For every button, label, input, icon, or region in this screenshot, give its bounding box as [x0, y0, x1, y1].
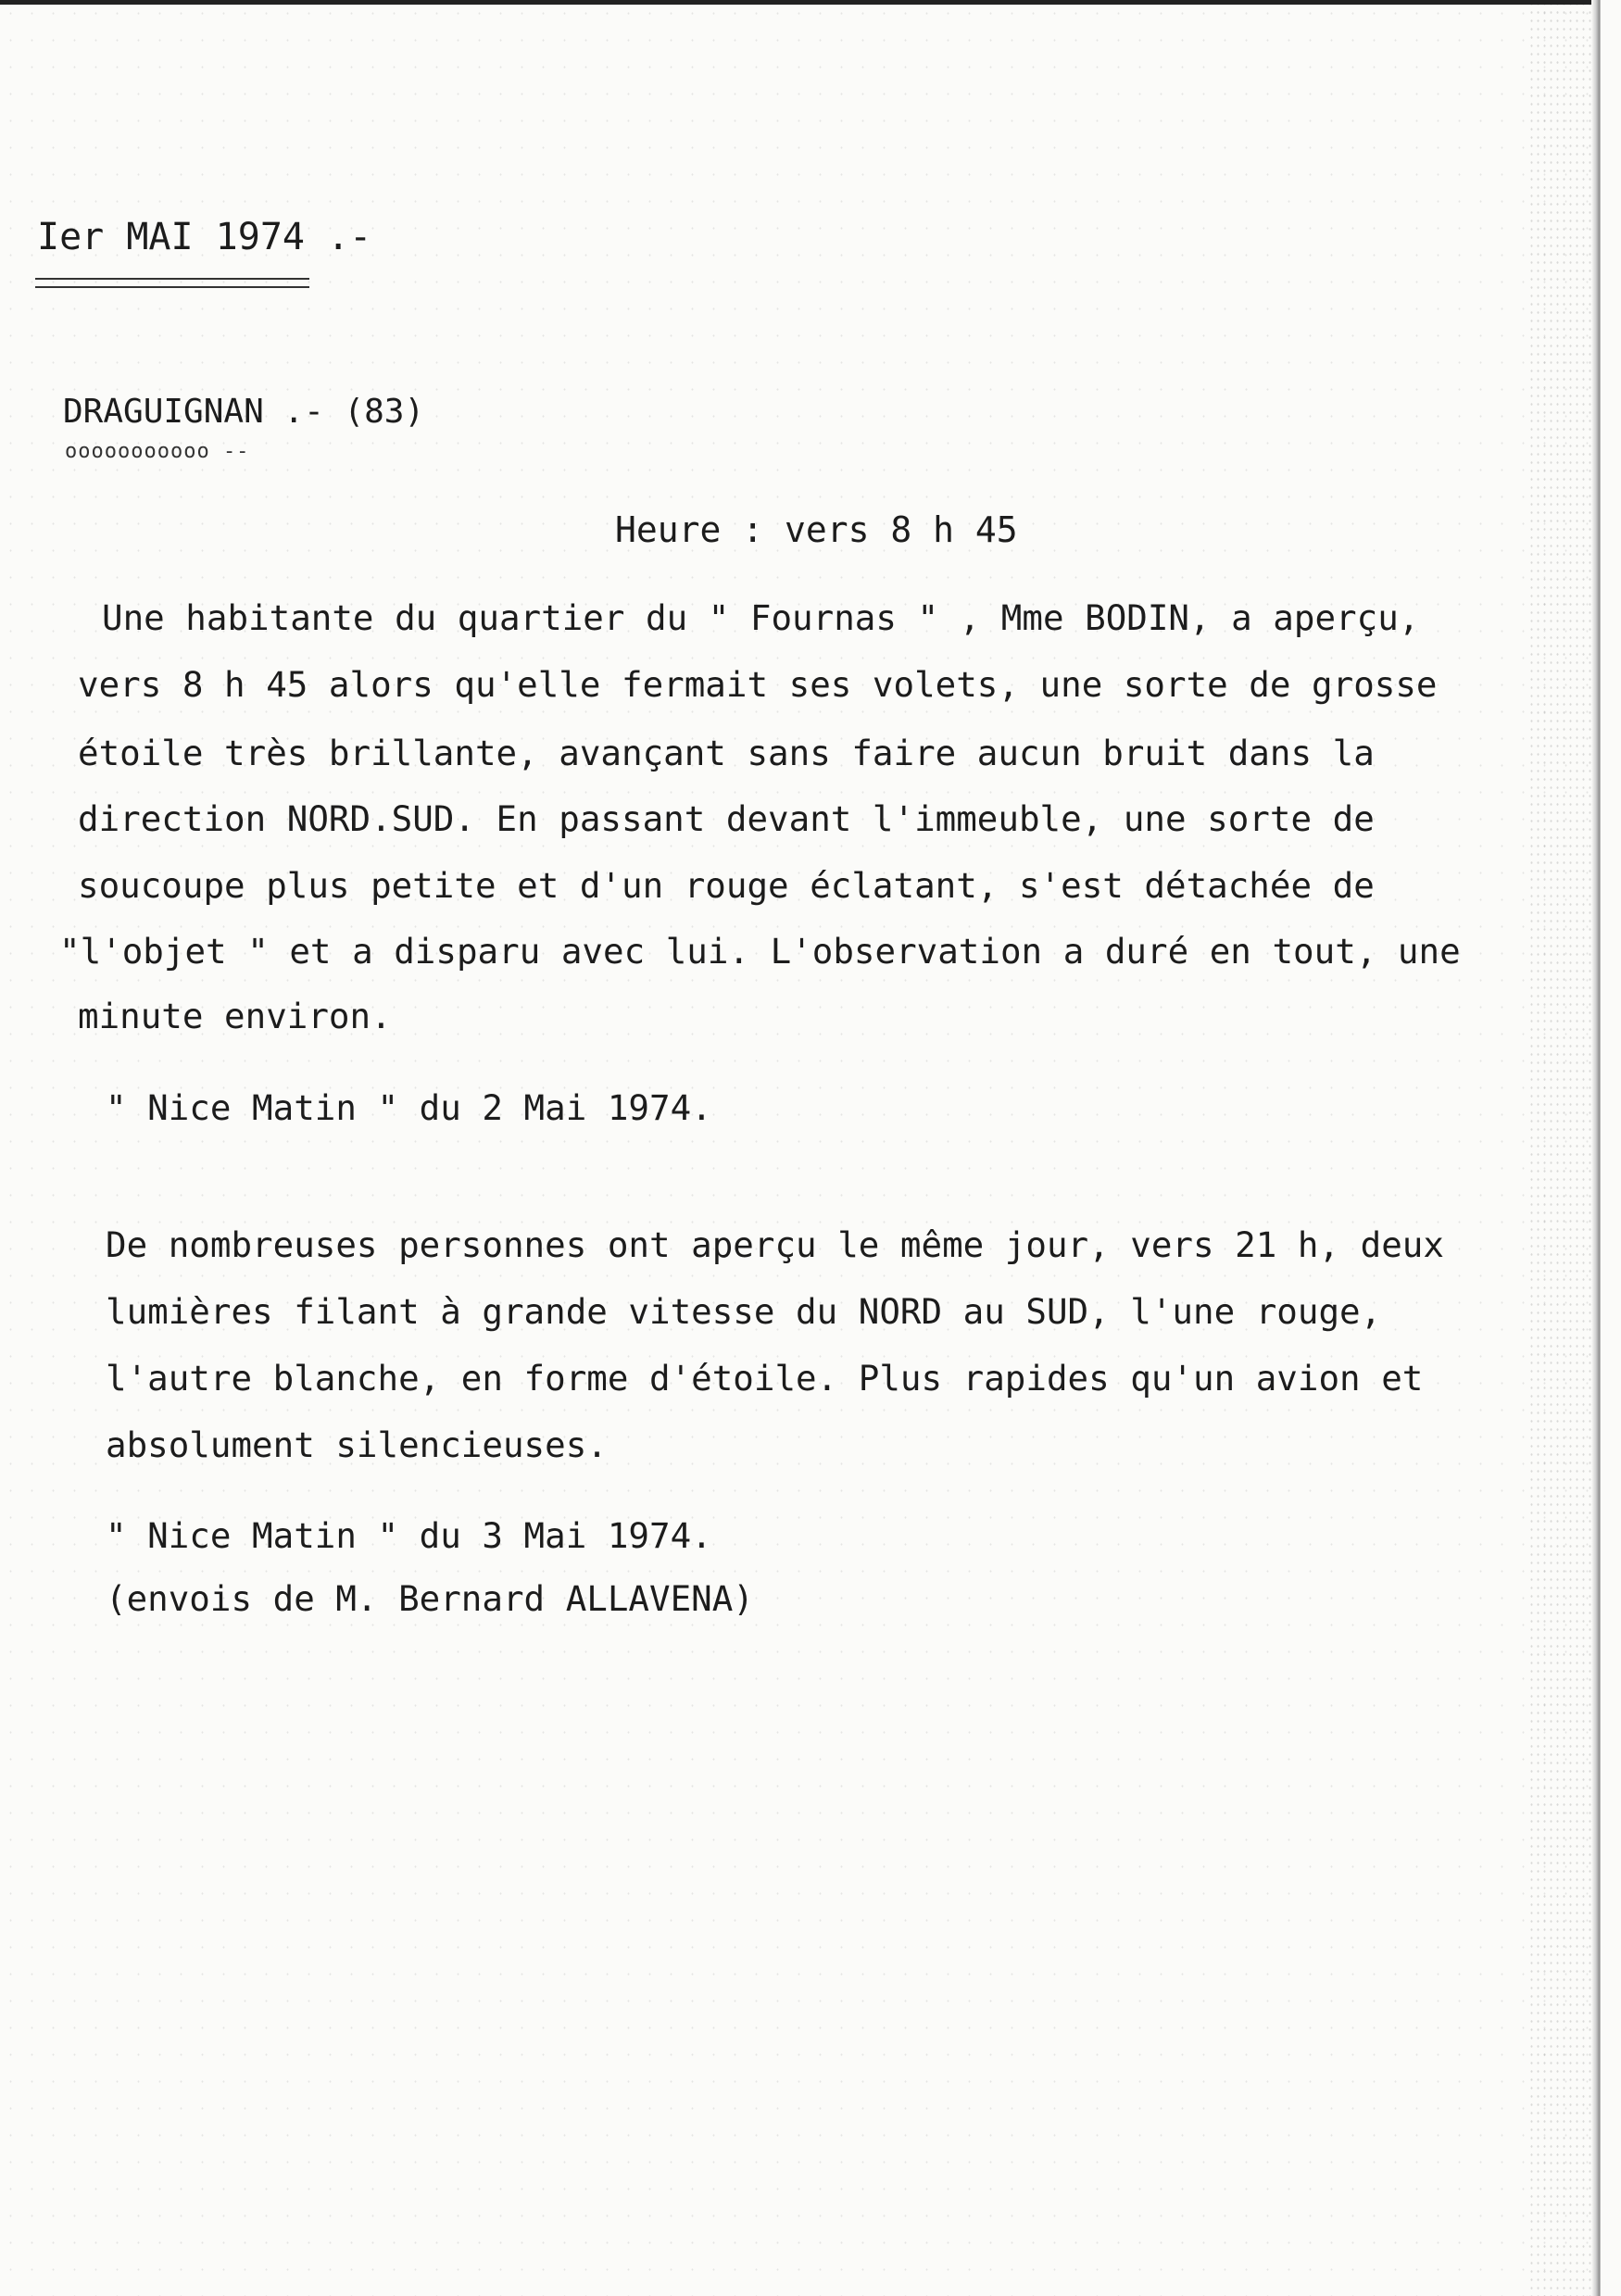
- report1-line: vers 8 h 45 alors qu'elle fermait ses volets, une sorte de grosse: [78, 664, 1438, 705]
- right-border: [1591, 0, 1601, 2296]
- top-border: [0, 0, 1601, 5]
- location-heading: DRAGUIGNAN .- (83): [63, 393, 425, 431]
- report1-line: "l'objet " et a disparu avec lui. L'observation a duré en tout, une: [59, 931, 1461, 972]
- location-underline: ooooooooooo --: [65, 440, 250, 463]
- report1-line: minute environ.: [78, 996, 392, 1036]
- report2-line: absolument silencieuses.: [106, 1424, 608, 1465]
- report1-line: direction NORD.SUD. En passant devant l'immeuble, une sorte de: [78, 798, 1375, 839]
- report1-line: étoile très brillante, avançant sans faire aucun bruit dans la: [78, 733, 1375, 773]
- report2-line: l'autre blanche, en forme d'étoile. Plus rapides qu'un avion et: [106, 1358, 1424, 1399]
- sender-note: (envois de M. Bernard ALLAVENA): [106, 1578, 754, 1619]
- time-line: Heure : vers 8 h 45: [615, 509, 1018, 550]
- report1-line: Une habitante du quartier du " Fournas " , Mme BODIN, a aperçu,: [102, 597, 1420, 638]
- date-heading: Ier MAI 1974 .-: [37, 216, 372, 258]
- source-citation: " Nice Matin " du 2 Mai 1974.: [106, 1087, 712, 1128]
- date-underline: [35, 278, 309, 288]
- report2-line: De nombreuses personnes ont aperçu le même jour, vers 21 h, deux: [106, 1224, 1444, 1265]
- source-citation: " Nice Matin " du 3 Mai 1974.: [106, 1515, 712, 1556]
- scan-edge-noise: [1528, 0, 1593, 2296]
- report1-line: soucoupe plus petite et d'un rouge éclatant, s'est détachée de: [78, 865, 1375, 906]
- report2-line: lumières filant à grande vitesse du NORD au SUD, l'une rouge,: [106, 1291, 1382, 1332]
